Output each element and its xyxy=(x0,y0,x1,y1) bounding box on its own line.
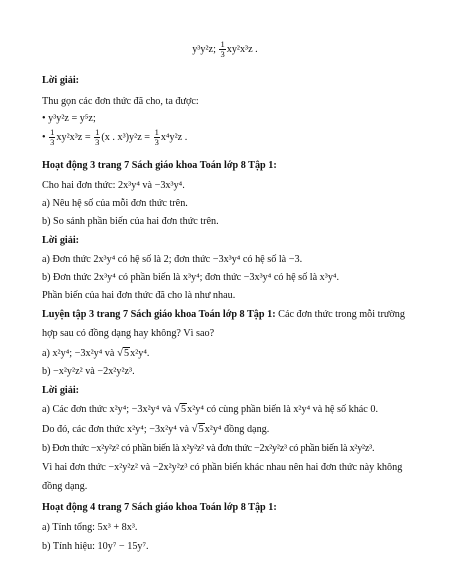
hd3-prompt: Cho hai đơn thức: 2x³y⁴ và −3x³y⁴. xyxy=(42,180,185,191)
item-text: x⁴y²z . xyxy=(160,131,188,143)
fraction-denominator: 3 xyxy=(220,49,225,59)
lt3-answer-b1: b) Đơn thức −x²y²z² có phần biến là x²y²z² và đơn thức −2x²y²z³ có phần biến là x²y²z³. xyxy=(42,443,375,454)
answer-text: x²y⁴ đồng dạng. xyxy=(204,424,270,435)
hd4-question-b: b) Tính hiệu: 10y⁷ − 15y⁷. xyxy=(42,541,149,552)
solution-item-1 xyxy=(42,113,430,126)
lt3-answer-b2: Vì hai đơn thức −x²y²z² và −2x²y²z³ có phần biến khác nhau nên hai đơn thức này không xyxy=(42,462,403,473)
formula-part: xy²x³z . xyxy=(226,43,258,55)
fraction xyxy=(219,40,225,59)
radicand: 5 xyxy=(181,404,187,415)
answer-text: Do đó, các đơn thức x²y⁴; −3x²y⁴ và xyxy=(42,424,189,435)
bullet: • xyxy=(42,113,46,124)
hd3-question-a: a) Nêu hệ số của mỗi đơn thức trên. xyxy=(42,198,188,209)
lt3-question-b: b) −x²y²z² và −2x²y²z³. xyxy=(42,366,135,377)
fraction-numerator: 1 xyxy=(50,127,55,137)
square-root: √5 xyxy=(116,347,130,359)
solution-heading: Lời giải: xyxy=(42,235,80,246)
question-text: x²y⁴. xyxy=(130,348,150,359)
item-text: xy²x³z = xyxy=(56,131,91,143)
lt3-prompt-2: hợp sau có đồng dạng hay không? Vì sao? xyxy=(42,328,215,339)
question-text: a) x²y⁴; −3x²y⁴ và xyxy=(42,348,115,359)
hd3-question-b: b) So sánh phần biến của hai đơn thức trên. xyxy=(42,216,219,227)
fraction-numerator: 1 xyxy=(220,39,225,49)
section-heading-hd4: Hoạt động 4 trang 7 Sách giáo khoa Toán lớp 8 Tập 1: xyxy=(42,502,277,513)
item-text: y³y²z = y⁵z; xyxy=(48,113,96,124)
solution-intro: Thu gọn các đơn thức đã cho, ta được: xyxy=(42,96,199,107)
solution-heading: Lời giải: xyxy=(42,385,80,396)
answer-text: x²y⁴ có cùng phần biến là x²y⁴ và hệ số khác 0. xyxy=(187,404,379,415)
item-text: (x . x³)y²z = xyxy=(101,131,151,143)
section-title: Luyện tập 3 trang 7 Sách giáo khoa Toán lớp 8 Tập 1: xyxy=(42,309,276,320)
solution-heading: Lời giải: xyxy=(42,75,80,86)
section-prompt: Các đơn thức trong mỗi trường xyxy=(278,309,405,320)
lt3-answer-a1 xyxy=(42,403,430,417)
fraction xyxy=(49,128,55,147)
fraction xyxy=(94,128,100,147)
bullet: • xyxy=(42,131,46,143)
solution-item-2 xyxy=(42,128,430,147)
radicand: 5 xyxy=(124,348,130,359)
fraction-numerator: 1 xyxy=(95,127,100,137)
hd3-answer-a: a) Đơn thức 2x³y⁴ có hệ số là 2; đơn thức −3x³y⁴ có hệ số là −3. xyxy=(42,254,303,265)
fraction-denominator: 3 xyxy=(95,137,100,147)
fraction-numerator: 1 xyxy=(154,127,159,137)
square-root: √5 xyxy=(174,403,187,415)
section-heading-lt3 xyxy=(42,309,430,322)
square-root: √5 xyxy=(191,423,204,435)
fraction-denominator: 3 xyxy=(154,137,159,147)
hd3-answer-b: b) Đơn thức 2x³y⁴ có phần biến là x³y⁴; đơn thức −3x³y⁴ có hệ số là x³y⁴. xyxy=(42,272,340,283)
answer-text: a) Các đơn thức x²y⁴; −3x²y⁴ và xyxy=(42,404,172,415)
fraction-denominator: 3 xyxy=(50,137,55,147)
hd4-question-a: a) Tính tổng: 5x³ + 8x³. xyxy=(42,522,138,533)
radicand: 5 xyxy=(198,424,204,435)
lt3-question-a xyxy=(42,347,430,361)
top-formula xyxy=(0,40,450,59)
fraction xyxy=(154,128,160,147)
section-heading-hd3: Hoạt động 3 trang 7 Sách giáo khoa Toán lớp 8 Tập 1: xyxy=(42,160,277,171)
hd3-answer-c: Phần biến của hai đơn thức đã cho là như nhau. xyxy=(42,290,236,301)
formula-part: y³y²z; xyxy=(192,43,216,55)
lt3-answer-a2 xyxy=(42,423,430,437)
lt3-answer-b3: đồng dạng. xyxy=(42,481,88,492)
